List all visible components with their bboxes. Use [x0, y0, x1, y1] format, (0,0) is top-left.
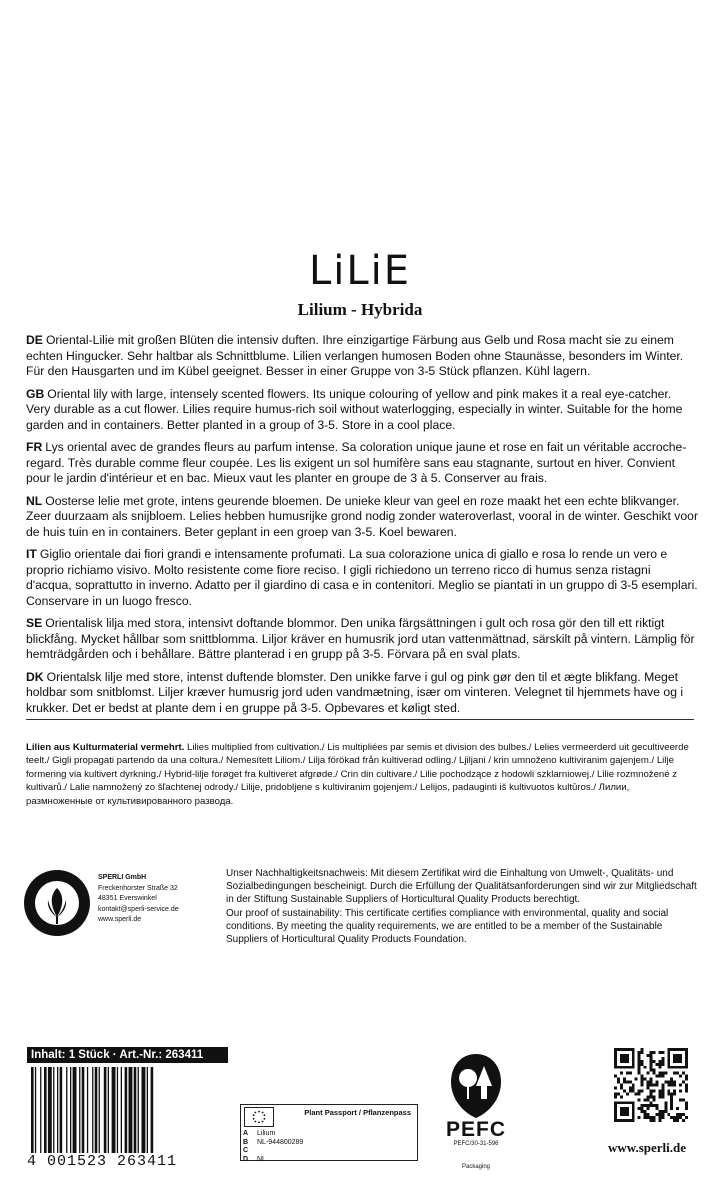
passport-value: Lilium: [257, 1130, 276, 1137]
lang-code: DK: [26, 669, 44, 684]
passport-key: D: [243, 1155, 249, 1163]
passport-rows: [243, 1130, 413, 1164]
lang-code: FR: [26, 440, 43, 454]
passport-key: A: [243, 1130, 249, 1137]
website-link[interactable]: www.sperli.de: [608, 1140, 686, 1155]
sustainability-statement: [226, 867, 698, 946]
lang-code: SE: [26, 616, 43, 630]
content-article-label: Inhalt: 1 Stück · Art.-Nr.: 263411: [27, 1047, 228, 1063]
passport-title: Plant Passport / Pflanzenpass: [304, 1108, 411, 1117]
divider: [26, 719, 694, 720]
description-text: Giglio orientale dai fiori grandi e intensamente profumati. La sua colorazione unica di giallo e rosa lo rende un vero e proprio richiamo visivo. Molto resistente come fiore reciso. I gigli richiedono un terreno ricco di humus senza ristagni d'acqua, soprattutto in inverno. Adatto per il giardino di casa e in contenitori. Meglio se piantati in un gruppo di 3-5 esemplari. Conservare in un luogo fresco.: [26, 547, 698, 608]
barcode-number: 4 001523 263411: [27, 1153, 178, 1170]
product-title: LiLiE: [308, 248, 412, 294]
company-city: 48351 Everswinkel: [98, 895, 157, 902]
qr-code-icon[interactable]: [614, 1048, 688, 1122]
pefc-label: PEFC: [445, 1118, 506, 1141]
company-street: Freckenhorster Straße 32: [98, 884, 178, 892]
lang-code: IT: [26, 547, 37, 561]
lang-code: GB: [26, 386, 45, 401]
description-text: Lys oriental avec de grandes fleurs au parfum intense. Sa coloration unique jaune et rose en fait un véritable accroche-regard. Très durable comme fleur coupée. Les lis exigent un sol humifère sans eau stagnante, surtout en hiver. Convient pour le jardin d'intérieur et en bac. Mieux vaut les planter en groupe de 3 à 5. Conserver au frais.: [26, 440, 687, 485]
cultivation-text: Lilies multiplied from cultivation./ Lis multipliées par semis et division des bulbes./ Lelies vermeerderd uit gecultiveerde teelt./ Gigli propagati partendo da una coltura./ Nemesített Liliom./ Lilja förökad från kultiverad odling./ Ljiljani / krin umnoženo kultiviranim gajenjem./ Lilje formering via kultivert dyrkning./ Hybrid-lilje forøget fra kultiveret afgrøde./ Crin din cultivare./ Lilie pochodzące z hodowli szklarniowej./ Lilie rozmnožené z kultivarů./ Lalie namnožený zo šľachtenej odrody./ Lilije, pridobljene s kultiviranim gojenjem./ Lelijos, padauginti iš kultivuotos kultūros./ Лилии, размноженные от культивированного развода.: [26, 742, 689, 807]
description-de: [26, 333, 698, 380]
company-email[interactable]: kontakt@sperli-service.de: [98, 905, 179, 913]
passport-row: [243, 1139, 413, 1148]
description-text: Orientalisk lilja med stora, intensivt doftande blommor. Den unika färgsättningen i gult och rosa gör den till ett riktigt blickfång. Mycket hållbar som snittblomma. Liljor kräver en humusrik jord utan vattenmättnad, särskilt på vintern. Lämplig för hemträdgården och i behållare. Bättre planterad i en grupp på 3-5. Förvara på en sval plats.: [26, 616, 695, 661]
description-text: Orientalsk lilje med store, intenst duftende blomster. Den unikke farve i gul og pink gør den til et ægte blikfang. Meget holdbar som snitblomst. Liljer kræver humusrig jord uden vandmætning, især om vinteren. Velegnet til hjemmets have og i krukker. Det er bedst at plante dem i en gruppe på 3-5. Opbevares et køligt sted.: [26, 669, 684, 715]
passport-value: NL-944800289: [257, 1138, 304, 1146]
sustainability-de: Unser Nachhaltigkeitsnachweis: Mit diesem Zertifikat wird die Einhaltung von Umwelt-, Qualitäts- und Sozialbedingungen bescheinigt. Durch die Erfüllung der Qualitätsanforderungen sind wir zur Mitgliedschaft in der Stiftung Sustainable Suppliers of Horticultural Quality Products berechtigt.: [226, 868, 697, 906]
passport-row: [243, 1156, 413, 1165]
lang-code: NL: [26, 493, 43, 508]
botanical-name: Lilium - Hybrida: [297, 300, 423, 319]
passport-key: B: [243, 1138, 249, 1146]
description-gb: [26, 387, 698, 434]
eu-flag-icon: [244, 1107, 274, 1127]
packaging-label: Packaging: [461, 1164, 491, 1170]
pefc-code: PEFC/30-31-596: [453, 1141, 499, 1147]
passport-value: NL: [257, 1155, 266, 1163]
description-se: [26, 616, 698, 663]
cultivation-note: [26, 741, 698, 808]
cultivation-lead: Lilien aus Kulturmaterial vermehrt.: [26, 742, 185, 753]
passport-key: C: [243, 1147, 249, 1155]
company-address: [98, 873, 179, 926]
description-dk: [26, 670, 698, 717]
description-nl: [26, 494, 698, 541]
barcode-icon: [27, 1067, 228, 1157]
sustainability-en: Our proof of sustainability: This certificate certifies compliance with environmental, quality and social conditions. By meeting the quality requirements, we are entitled to be a member of the Sustainable Suppliers of Horticultural Quality Products Foundation.: [226, 907, 669, 946]
company-web[interactable]: www.sperli.de: [98, 916, 142, 923]
description-list: [26, 333, 698, 723]
passport-row: [243, 1147, 413, 1156]
description-fr: [26, 440, 698, 487]
description-text: Oriental lily with large, intensely scented flowers. Its unique colouring of yellow and pink makes it a real eye-catcher. Very durable as a cut flower. Lilies require humus-rich soil without waterlogging, especially in winter. Suitable for the home garden and in containers. Better planted in a group of 3-5. Store in a cool place.: [26, 386, 683, 432]
pefc-tree-icon: [447, 1052, 505, 1120]
company-name: SPERLI GmbH: [98, 874, 147, 881]
sustainable-supplier-badge-icon: [22, 868, 92, 938]
plant-passport: [240, 1104, 418, 1161]
description-text: Oriental-Lilie mit großen Blüten die intensiv duften. Ihre einzigartige Färbung aus Gelb und Rosa macht sie zu einem echten Hingucker. Sehr haltbar als Schnittblume. Lilien verlangen humosen Boden ohne Staunässe, besonders im Winter. Für den Hausgarten und im Kübel geeignet. Besser in einer Gruppe von 3-5 Stück pflanzen. Kühl lagern.: [26, 333, 684, 378]
description-it: [26, 547, 698, 609]
description-text: Oosterse lelie met grote, intens geurende bloemen. De unieke kleur van geel en roze maakt het een echte blikvanger. Zeer duurzaam als snijbloem. Lelies hebben humusrijke grond nodig zonder wateroverlast, vooral in de winter. Geschikt voor de huis tuin en in containers. Beter geplant in een groep van 3-5. Koel bewaren.: [26, 493, 699, 539]
lang-code: DE: [26, 333, 43, 347]
passport-row: [243, 1130, 413, 1139]
